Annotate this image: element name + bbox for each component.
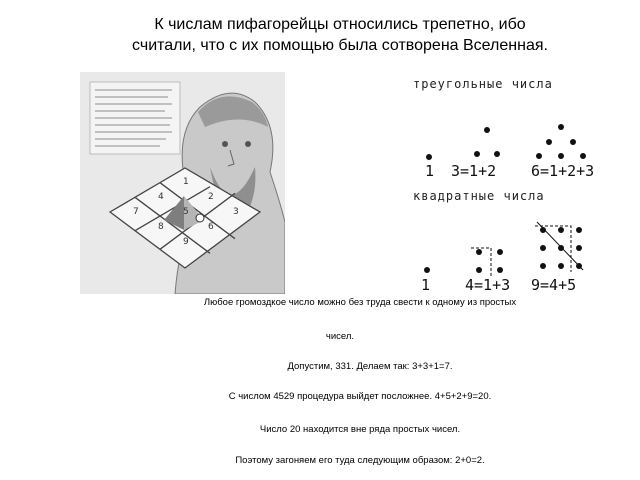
square-dots (424, 227, 582, 273)
figurate-numbers-diagram (405, 72, 600, 297)
paragraph-6: Поэтому загоняем его туда следующим образом: 2+0=2. (235, 455, 485, 466)
square-numbers-title: квадратные числа (413, 189, 545, 203)
triangular-numbers-title: треугольные числа (413, 77, 553, 91)
triangular-label-6: 6=1+2+3 (531, 162, 595, 180)
grid-number-8: 8 (158, 222, 164, 232)
grid-number-5: 5 (183, 207, 189, 217)
grid-number-3: 3 (233, 207, 239, 217)
slide-title (60, 14, 620, 56)
paragraph-1: Любое громоздкое число можно без труда свести к одному из простых (203, 297, 517, 308)
grid-number-1: 1 (183, 177, 189, 187)
triangular-label-1: 1 (425, 162, 435, 180)
paragraph-5: Число 20 находится вне ряда простых чисел. (259, 424, 461, 435)
triangular-dots (426, 124, 586, 160)
grid-number-6: 6 (208, 222, 214, 232)
paragraph-3: Допустим, 331. Делаем так: 3+3+1=7. (287, 361, 453, 372)
text-tablet (90, 82, 180, 154)
grid-number-2: 2 (208, 192, 214, 202)
paragraph-2: чисел. (325, 331, 355, 342)
square-guide-lines (471, 222, 583, 276)
grid-number-7: 7 (133, 207, 139, 217)
grid-number-9: 9 (183, 237, 189, 247)
square-label-1: 1 (421, 276, 431, 294)
title-line-2: считали, что с их помощью была сотворена Вселенная. (132, 37, 548, 54)
square-label-4: 4=1+3 (465, 276, 511, 294)
grid-number-4: 4 (158, 192, 164, 202)
triangular-label-3: 3=1+2 (451, 162, 497, 180)
square-label-9: 9=4+5 (531, 276, 577, 294)
title-line-1: К числам пифагорейцы относились трепетно, ибо (154, 16, 526, 33)
pythagoras-illustration (80, 72, 285, 294)
paragraph-4: С числом 4529 процедура выйдет посложнее. 4+5+2+9=20. (228, 391, 492, 402)
